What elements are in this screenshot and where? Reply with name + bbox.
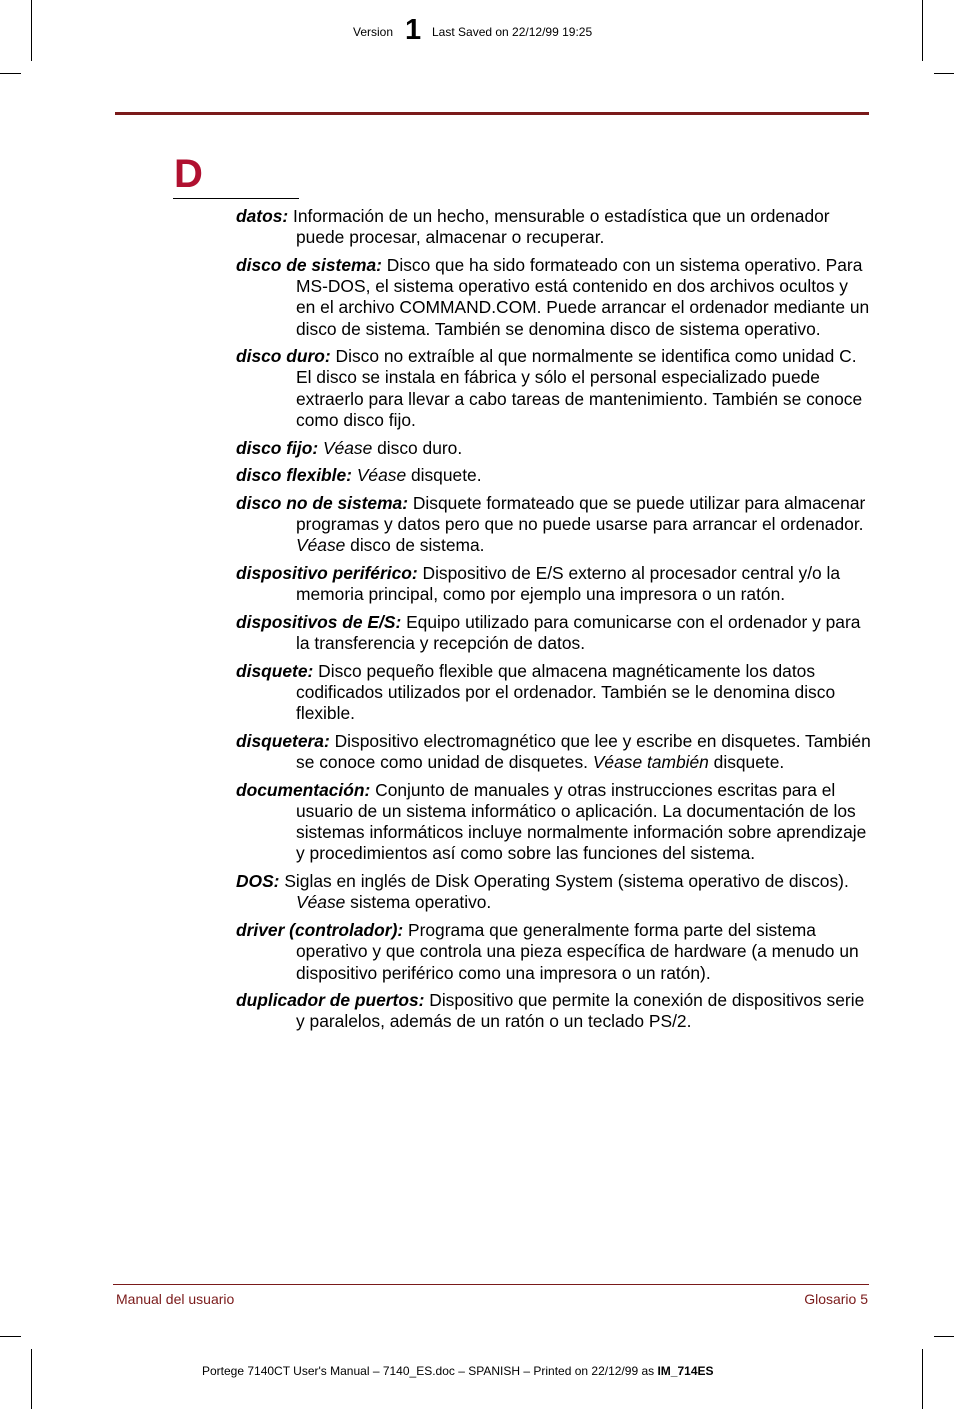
version-label: Version <box>353 25 394 39</box>
glossary-term: duplicador de puertos: <box>236 990 425 1011</box>
crop-mark <box>0 73 21 74</box>
glossary-definition: Dispositivo electromagnético que lee y escribe en disquetes. También se conoce como unidad de disquetes. <box>296 730 871 773</box>
glossary-definition: Disco no extraíble al que normalmente se identifica como unidad C. El disco se instala en fábrica y sólo el personal especializado puede extraerlo para llevar a cabo tareas de mantenimiento. También se conoce como disco fijo. <box>296 346 863 430</box>
glossary-term: disquetera: <box>236 730 330 751</box>
glossary-entry <box>236 493 872 557</box>
footer-rule <box>113 1284 869 1285</box>
glossary-definition: disco duro. <box>372 437 463 458</box>
glossary-entry <box>236 731 872 773</box>
glossary-term: disco flexible: <box>236 465 352 486</box>
last-saved-text: Last Saved on 22/12/99 19:25 <box>432 25 593 39</box>
glossary-entry <box>236 563 872 605</box>
glossary-definition: Disco que ha sido formateado con un sistema operativo. Para MS-DOS, el sistema operativo está contenido en dos archivos ocultos y en el archivo COMMAND.COM. Puede arrancar el ordenador mediante un disco de sistema. También se denomina disco de sistema operativo. <box>296 254 870 339</box>
glossary-term: datos: <box>236 206 289 226</box>
glossary-definition: disco de sistema. <box>345 535 485 556</box>
header-rule <box>115 112 869 115</box>
glossary-definition: Dispositivo que permite la conexión de dispositivos serie y paralelos, además de un ratón o un teclado PS/2. <box>296 990 865 1032</box>
footer-page-label: Glosario 5 <box>804 1291 868 1307</box>
glossary-entry <box>236 871 872 913</box>
glossary-term: disco duro: <box>236 346 331 367</box>
glossary-definition: Información de un hecho, mensurable o estadística que un ordenador puede procesar, almacenar o recuperar. <box>288 206 830 248</box>
glossary-term: disco de sistema: <box>236 254 382 275</box>
version-number: 1 <box>405 14 422 46</box>
crop-mark <box>922 0 923 61</box>
crop-mark <box>31 0 32 61</box>
crop-mark <box>922 1349 923 1409</box>
glossary-term: DOS: <box>236 871 280 892</box>
glossary-entry <box>236 612 872 654</box>
glossary-entry <box>236 255 872 340</box>
cross-reference: Véase <box>296 535 346 556</box>
glossary-entry <box>236 780 872 865</box>
crop-mark <box>0 1336 21 1337</box>
glossary-definition: Disquete formateado que se puede utilizar para almacenar programas y datos pero que no puede usarse para arrancar el ordenador. <box>296 492 866 535</box>
glossary-definition: Programa que generalmente forma parte del sistema operativo y que controla una pieza específica de hardware (a menudo un dispositivo periférico como una impresora o un ratón). <box>296 920 859 983</box>
cross-reference: Véase <box>322 437 373 458</box>
cross-reference: Véase también <box>592 752 709 773</box>
crop-mark <box>31 1349 32 1409</box>
glossary-definition: sistema operativo. <box>345 892 492 913</box>
glossary-entry <box>236 438 872 459</box>
glossary-term: dispositivos de E/S: <box>236 611 402 632</box>
glossary-definition: disquete. <box>708 752 785 773</box>
glossary-entry <box>236 346 872 431</box>
glossary-term: driver (controlador): <box>236 920 404 941</box>
glossary-definition: Disco pequeño flexible que almacena magnéticamente los datos codificados utilizados por el ordenador. También se le denomina disco flexible. <box>296 660 836 724</box>
glossary-term: disco fijo: <box>236 437 319 458</box>
glossary-definition: Equipo utilizado para comunicarse con el ordenador y para la transferencia y recepción de datos. <box>296 611 861 654</box>
glossary-term: disquete: <box>236 660 314 681</box>
glossary-entry <box>236 920 872 984</box>
glossary-entry <box>236 206 872 248</box>
glossary-entry <box>236 990 872 1032</box>
footer-manual-title: Manual del usuario <box>116 1291 235 1307</box>
glossary-term: documentación: <box>236 779 371 800</box>
print-info-code: IM_714ES <box>657 1364 714 1378</box>
crop-mark <box>934 1336 954 1337</box>
section-letter: D <box>174 152 203 196</box>
cross-reference: Véase <box>356 465 407 486</box>
cross-reference: Véase <box>296 892 346 913</box>
section-letter-rule <box>173 198 299 199</box>
glossary-definition: disquete. <box>406 465 482 486</box>
crop-mark <box>934 73 954 74</box>
print-info-text: Portege 7140CT User's Manual – 7140_ES.doc – SPANISH – Printed on 22/12/99 as <box>202 1364 658 1378</box>
glossary-definition: Dispositivo de E/S externo al procesador central y/o la memoria principal, como por ejemplo una impresora o un ratón. <box>296 563 841 605</box>
glossary-definition: Conjunto de manuales y otras instrucciones escritas para el usuario de un sistema informático o aplicación. La documentación de los sistemas informáticos incluye normalmente información sobre aprendizaje y procedimientos así como sobre las funciones del sistema. <box>296 779 867 864</box>
glossary-term: dispositivo periférico: <box>236 563 418 584</box>
glossary-entry <box>236 661 872 725</box>
glossary-entry <box>236 465 872 486</box>
glossary-list <box>236 206 872 1039</box>
glossary-definition: Siglas en inglés de Disk Operating System (sistema operativo de discos). <box>279 871 849 892</box>
glossary-term: disco no de sistema: <box>236 492 409 513</box>
print-info <box>202 1364 714 1378</box>
